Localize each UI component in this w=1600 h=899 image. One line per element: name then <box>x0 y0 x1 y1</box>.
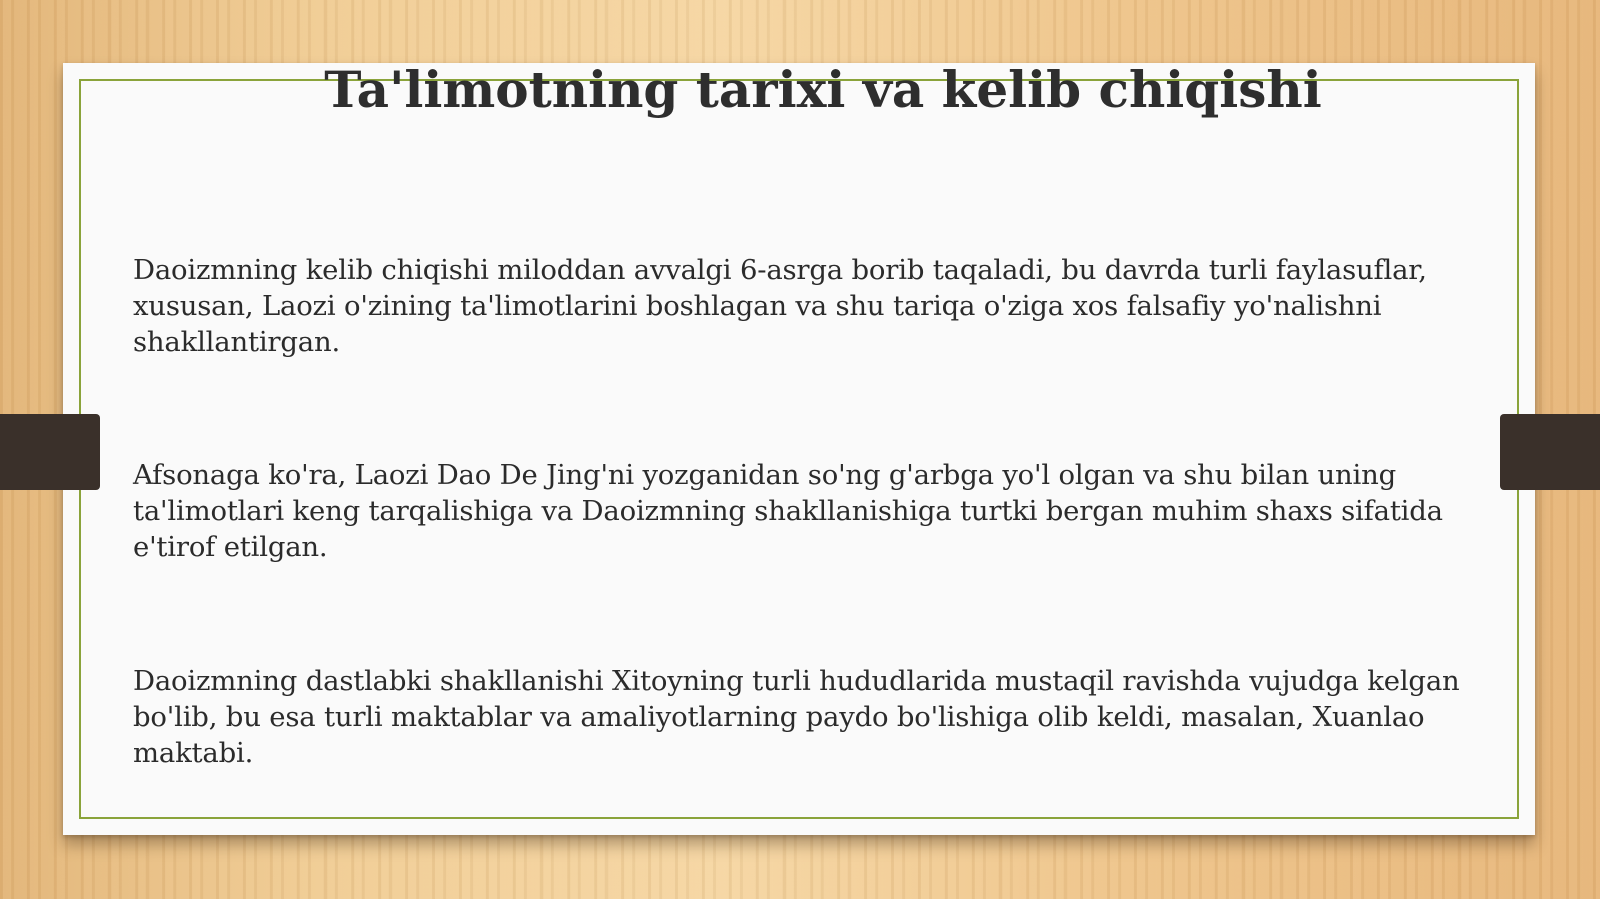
paragraph-origin: Daoizmning kelib chiqishi miloddan avvalgi 6-asrga borib taqaladi, bu davrda turli faylasuflar, xususan, Laozi o'zining ta'limotlarini boshlagan va shu tariqa o'ziga xos falsafiy yo'nalishni shakllantirgan. <box>133 254 1427 358</box>
slide-title: Ta'limotning tarixi va kelib chiqishi <box>324 60 1322 119</box>
left-binder-clip <box>0 414 100 490</box>
paragraph-early-formation: Daoizmning dastlabki shakllanishi Xitoyning turli hududlarida mustaqil ravishda vujudga kelgan bo'lib, bu esa turli maktablar va amaliyotlarning paydo bo'lishiga olib keldi, masalan, Xuanlao maktabi. <box>133 665 1460 769</box>
paragraph-legend: Afsonaga ko'ra, Laozi Dao De Jing'ni yozganidan so'ng g'arbga yo'l olgan va shu bilan uning ta'limotlari keng tarqalishiga va Daoizmning shakllanishiga turtki bergan muhim shaxs sifatida e'tirof etilgan. <box>133 459 1443 563</box>
